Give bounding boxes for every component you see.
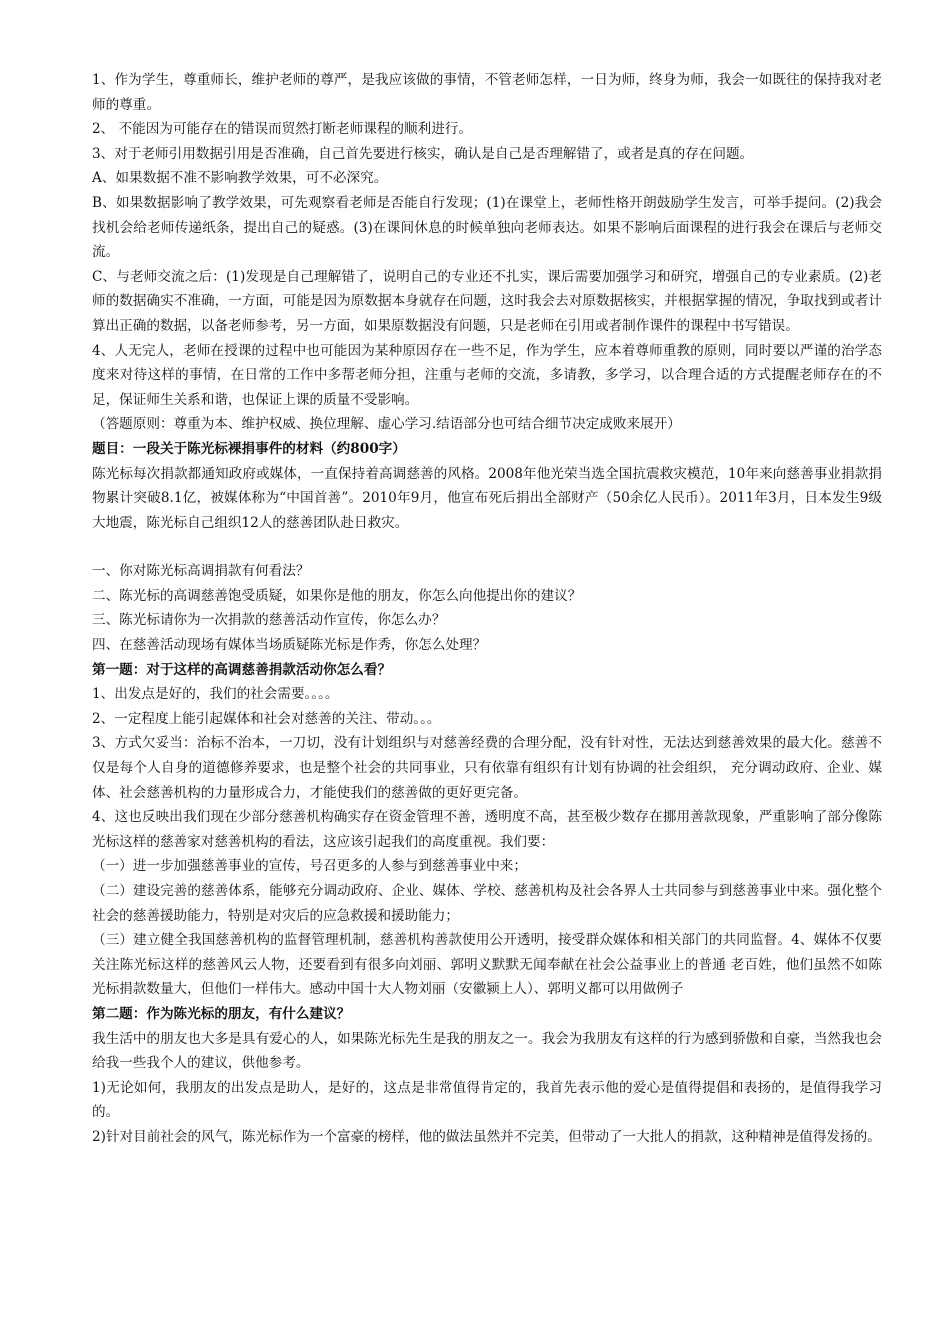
paragraph: 2)针对目前社会的风气，陈光标作为一个富豪的榜样，他的做法虽然并不完美，但带动了一大批人的捐款，这种精神是值得发扬的。 <box>92 1128 881 1145</box>
answer-principle-note: （答题原则：尊重为本、维护权威、换位理解、虚心学习.结语部分也可结合细节决定成败来展开） <box>92 416 681 433</box>
question-item: 一、你对陈光标高调捐款有何看法？ <box>92 563 310 580</box>
paragraph: 1、出发点是好的，我们的社会需要。。。。 <box>92 686 339 703</box>
answer-heading: 第二题：作为陈光标的朋友，有什么建议？ <box>92 1005 351 1022</box>
paragraph: （二）建设完善的慈善体系，能够充分调动政府、企业、媒体、学校、慈善机构及社会各界人士共同参与到慈善事业中来。强化整个社会的慈善援助能力，特别是对灾后的应急救援和援助能力； <box>92 883 882 924</box>
answer-heading: 第一题：对于这样的高调慈善捐款活动你怎么看？ <box>92 661 392 678</box>
question-item: 四、在慈善活动现场有媒体当场质疑陈光标是作秀，你怎么处理？ <box>92 637 487 654</box>
paragraph: A、如果数据不准不影响教学效果，可不必深究。 <box>92 170 388 187</box>
paragraph: 2、一定程度上能引起媒体和社会对慈善的关注、带动。。。 <box>92 710 441 727</box>
paragraph: 4、这也反映出我们现在少部分慈善机构确实存在资金管理不善，透明度不高，甚至极少数存在挪用善款现象，严重影响了部分像陈光标这样的慈善家对慈善机构的看法，这应该引起我们的高度重视。我们要： <box>92 809 882 850</box>
paragraph: 3、方式欠妥当：治标不治本，一刀切，没有计划组织与对慈善经费的合理分配，没有针对性，无法达到慈善效果的最大化。慈善不仅是每个人自身的道德修养要求，也是整个社会的共同事业，只有依靠有组织有计划有协调的社会组织， 充分调动政府、企业、媒体、社会慈善机构的力量形成合力，才能使我们的慈善做的更好更完备。 <box>92 735 882 801</box>
topic-material: 陈光标每次捐款都通知政府或媒体，一直保持着高调慈善的风格。2008年他光荣当选全国抗震救灾模范，10年来向慈善事业捐款捐物累计突破8.1亿，被媒体称为“中国首善”。2010年9月，他宣布死后捐出全部财产（50余亿人民币）。2011年3月，日本发生9级大地震，陈光标自己组织12人的慈善团队赴日救灾。 <box>92 465 882 531</box>
paragraph: C、与老师交流之后：(1)发现是自己理解错了，说明自己的专业还不扎实，课后需要加强学习和研究，增强自己的专业素质。(2)老师的数据确实不准确，一方面，可能是因为原数据本身就存在问题，这时我会去对原数据核实，并根据掌握的情况，争取找到或者计算出正确的数据，以备老师参考，另一方面，如果原数据没有问题，只是老师在引用或者制作课件的课程中书写错误。 <box>92 268 882 334</box>
paragraph: B、如果数据影响了教学效果，可先观察看老师是否能自行发现；(1)在课堂上，老师性格开朗鼓励学生发言，可举手提问。(2)我会找机会给老师传递纸条，提出自己的疑惑。(3)在课间休息的时候单独向老师表达。如果不影响后面课程的进行我会在课后与老师交流。 <box>92 194 882 261</box>
topic-title: 题目：一段关于陈光标裸捐事件的材料（约800字） <box>92 440 406 457</box>
paragraph: 2、 不能因为可能存在的错误而贸然打断老师课程的顺利进行。 <box>92 121 472 138</box>
paragraph: （三）建立健全我国慈善机构的监督管理机制，慈善机构善款使用公开透明，接受群众媒体和相关部门的共同监督。4、媒体不仅要关注陈光标这样的慈善风云人物，还要看到有很多向刘丽、郭明义默默无闻奉献在社会公益事业上的普通 老百姓，他们虽然不如陈光标捐款数量大，但他们一样伟大。感动中国十大人物刘丽（安徽颍上人）、郭明义都可以用做例子 <box>92 932 882 998</box>
document-page <box>92 68 882 1150</box>
paragraph: 我生活中的朋友也大多是具有爱心的人，如果陈光标先生是我的朋友之一。我会为我朋友有这样的行为感到骄傲和自豪，当然我也会给我一些我个人的建议，供他参考。 <box>92 1030 882 1072</box>
spacer <box>92 535 882 559</box>
question-item: 三、陈光标请你为一次捐款的慈善活动作宣传，你怎么办？ <box>92 612 446 629</box>
paragraph: 1、作为学生，尊重师长，维护老师的尊严，是我应该做的事情，不管老师怎样，一日为师，终身为师，我会一如既往的保持我对老师的尊重。 <box>92 72 882 113</box>
paragraph: 4、人无完人，老师在授课的过程中也可能因为某种原因存在一些不足，作为学生，应本着尊师重教的原则，同时要以严谨的治学态度来对待这样的事情，在日常的工作中多帮老师分担，注重与老师的交流，多请教，多学习，以合理合适的方式提醒老师存在的不足，保证师生关系和谐，也保证上课的质量不受影响。 <box>92 342 882 408</box>
paragraph: 1)无论如何，我朋友的出发点是助人，是好的，这点是非常值得肯定的，我首先表示他的爱心是值得提倡和表扬的，是值得我学习的。 <box>92 1079 882 1121</box>
question-item: 二、陈光标的高调慈善饱受质疑，如果你是他的朋友，你怎么向他提出你的建议？ <box>92 587 582 604</box>
paragraph: （一）进一步加强慈善事业的宣传，号召更多的人参与到慈善事业中来； <box>92 858 527 875</box>
paragraph: 3、对于老师引用数据引用是否准确，自己首先要进行核实，确认是自己是否理解错了，或者是真的存在问题。 <box>92 145 754 162</box>
